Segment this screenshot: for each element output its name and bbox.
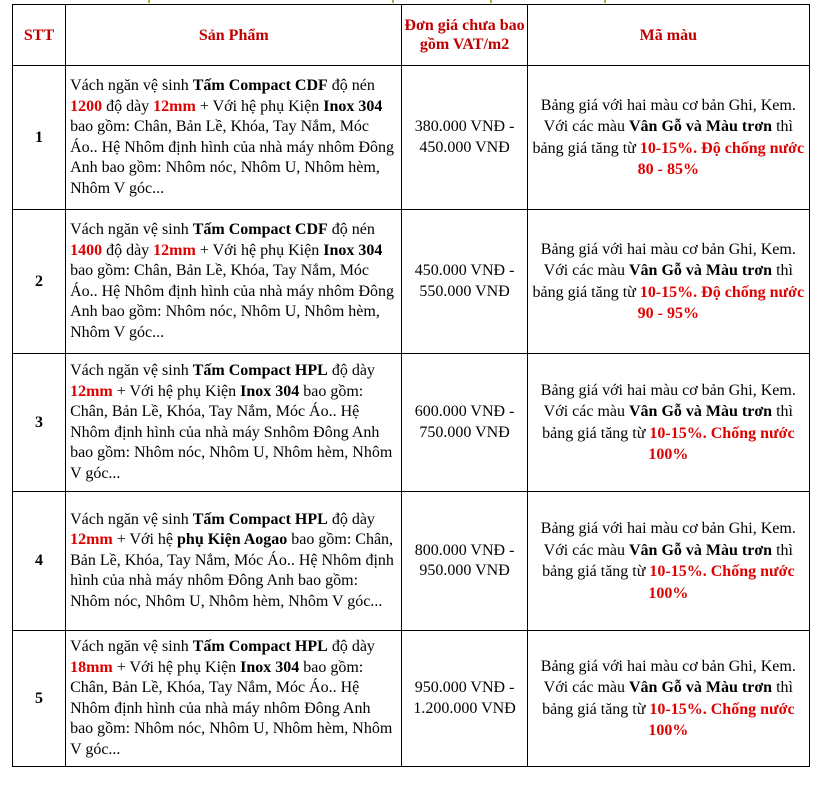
header-san-pham: Sản Phẩm: [66, 5, 402, 66]
header-stt: STT: [13, 5, 66, 66]
row-product: Vách ngăn vệ sinh Tấm Compact HPL độ dày 12mm + Với hệ phụ Kiện Aogao bao gồm: Chân, Bản Lề, Khóa, Tay Nắm, Móc Áo.. Hệ Nhôm định hình của nhà máy nhôm Đông Anh bao gồm: Nhôm nóc, Nhôm U, Nhôm hèm, Nhôm V góc...: [66, 492, 402, 631]
row-price: 950.000 VNĐ - 1.200.000 VNĐ: [402, 631, 527, 767]
row-product: Vách ngăn vệ sinh Tấm Compact HPL độ dày 12mm + Với hệ phụ Kiện Inox 304 bao gồm: Chân, Bản Lề, Khóa, Tay Nắm, Móc Áo.. Hệ Nhôm định hình của nhà máy Snhôm Đông Anh bao gồm: Nhôm nóc, Nhôm U, Nhôm hèm, Nhôm V góc...: [66, 354, 402, 492]
row-price: 380.000 VNĐ - 450.000 VNĐ: [402, 66, 527, 210]
table-row: [13, 66, 810, 210]
table-row: [13, 210, 810, 354]
table-row: [13, 631, 810, 767]
row-color-note: Bảng giá với hai màu cơ bản Ghi, Kem. Với các màu Vân Gỗ và Màu trơn thì bảng giá tăng từ 10-15%. Độ chống nước 80 - 85%: [527, 66, 809, 210]
row-product: Vách ngăn vệ sinh Tấm Compact CDF độ nén 1400 độ dày 12mm + Với hệ phụ Kiện Inox 304 bao gồm: Chân, Bản Lề, Khóa, Tay Nắm, Móc Áo.. Hệ Nhôm định hình của nhà máy nhôm Đông Anh bao gồm: Nhôm nóc, Nhôm U, Nhôm hèm, Nhôm V góc...: [66, 210, 402, 354]
row-color-note: Bảng giá với hai màu cơ bản Ghi, Kem. Với các màu Vân Gỗ và Màu trơn thì bảng giá tăng từ 10-15%. Chống nước 100%: [527, 354, 809, 492]
row-stt: 5: [13, 631, 66, 767]
row-color-note: Bảng giá với hai màu cơ bản Ghi, Kem. Với các màu Vân Gỗ và Màu trơn thì bảng giá tăng từ 10-15%. Chống nước 100%: [527, 492, 809, 631]
table-row: [13, 354, 810, 492]
header-don-gia: Đơn giá chưa bao gồm VAT/m2: [402, 5, 527, 66]
price-table-container: [12, 4, 810, 767]
row-price: 450.000 VNĐ - 550.000 VNĐ: [402, 210, 527, 354]
row-stt: 3: [13, 354, 66, 492]
price-table: [12, 4, 810, 767]
row-stt: 1: [13, 66, 66, 210]
table-header-row: [13, 5, 810, 66]
header-ma-mau: Mã màu: [527, 5, 809, 66]
row-stt: 4: [13, 492, 66, 631]
table-row: [13, 492, 810, 631]
row-color-note: Bảng giá với hai màu cơ bản Ghi, Kem. Với các màu Vân Gỗ và Màu trơn thì bảng giá tăng từ 10-15%. Độ chống nước 90 - 95%: [527, 210, 809, 354]
row-stt: 2: [13, 210, 66, 354]
row-price: 600.000 VNĐ - 750.000 VNĐ: [402, 354, 527, 492]
row-color-note: Bảng giá với hai màu cơ bản Ghi, Kem. Với các màu Vân Gỗ và Màu trơn thì bảng giá tăng từ 10-15%. Chống nước 100%: [527, 631, 809, 767]
row-price: 800.000 VNĐ - 950.000 VNĐ: [402, 492, 527, 631]
row-product: Vách ngăn vệ sinh Tấm Compact CDF độ nén 1200 độ dày 12mm + Với hệ phụ Kiện Inox 304 bao gồm: Chân, Bản Lề, Khóa, Tay Nắm, Móc Áo.. Hệ Nhôm định hình của nhà máy nhôm Đông Anh bao gồm: Nhôm nóc, Nhôm U, Nhôm hèm, Nhôm V góc...: [66, 66, 402, 210]
row-product: Vách ngăn vệ sinh Tấm Compact HPL độ dày 18mm + Với hệ phụ Kiện Inox 304 bao gồm: Chân, Bản Lề, Khóa, Tay Nắm, Móc Áo.. Hệ Nhôm định hình của nhà máy nhôm Đông Anh bao gồm: Nhôm nóc, Nhôm U, Nhôm hèm, Nhôm V góc...: [66, 631, 402, 767]
